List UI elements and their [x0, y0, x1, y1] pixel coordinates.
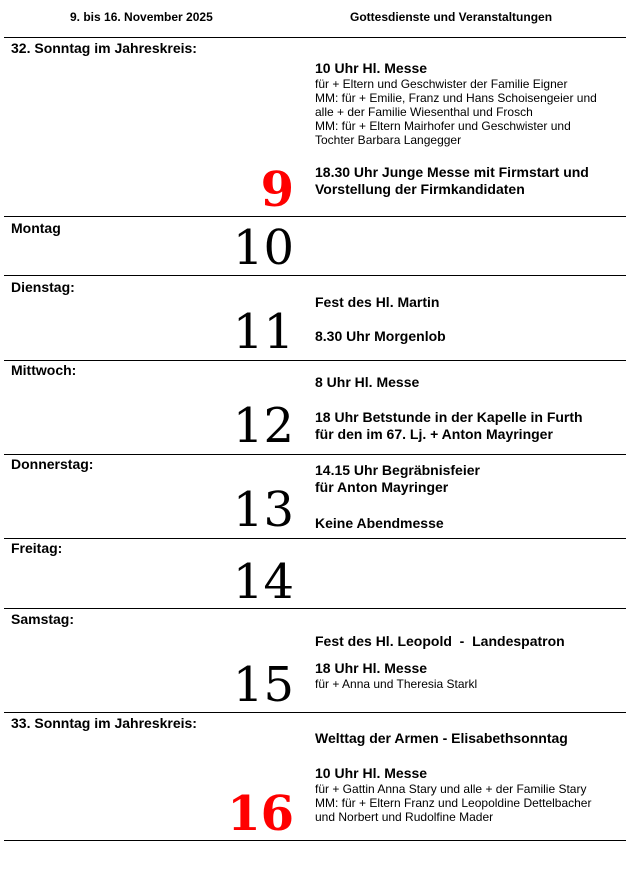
event-detail: MM: für + Eltern Mairhofer und Geschwister und — [315, 119, 571, 133]
event-block — [315, 660, 625, 691]
day-number: 14 — [232, 554, 294, 610]
divider — [4, 275, 626, 276]
day-label: Montag — [11, 220, 61, 236]
event-detail: Tochter Barbara Langegger — [315, 133, 462, 147]
event-block — [315, 328, 625, 345]
divider — [4, 608, 626, 609]
header-column-title: Gottesdienste und Veranstaltungen — [350, 10, 553, 24]
divider — [4, 37, 626, 38]
event-title: für den im 67. Lj. + Anton Mayringer — [315, 426, 553, 442]
day-number: 9 — [260, 162, 294, 218]
event-title: Vorstellung der Firmkandidaten — [315, 181, 525, 197]
event-title: für Anton Mayringer — [315, 479, 449, 495]
day-label: Mittwoch: — [11, 362, 77, 378]
event-block — [315, 765, 625, 824]
event-block — [315, 633, 625, 650]
event-detail: MM: für + Eltern Franz und Leopoldine Dettelbacher — [315, 796, 592, 810]
event-block — [315, 294, 625, 311]
event-block — [315, 462, 625, 496]
event-detail: für + Eltern und Geschwister der Familie Eigner — [315, 77, 568, 91]
day-number: 12 — [232, 398, 294, 454]
event-detail: für + Anna und Theresia Starkl — [315, 677, 478, 691]
day-label: Dienstag: — [11, 279, 75, 295]
event-block — [315, 164, 625, 198]
event-title: 8 Uhr Hl. Messe — [315, 374, 420, 390]
event-block — [315, 515, 625, 532]
day-number: 13 — [232, 482, 294, 538]
event-title: Keine Abendmesse — [315, 515, 444, 531]
divider — [4, 712, 626, 713]
day-number: 16 — [227, 786, 294, 842]
day-number: 11 — [232, 304, 294, 360]
event-title: Welttag der Armen - Elisabethsonntag — [315, 730, 568, 746]
divider — [4, 360, 626, 361]
event-title: Fest des Hl. Martin — [315, 294, 440, 310]
event-block — [315, 374, 625, 391]
header-date-range: 9. bis 16. November 2025 — [70, 10, 213, 24]
event-block — [315, 60, 625, 147]
event-title: 14.15 Uhr Begräbnisfeier — [315, 462, 480, 478]
event-title: 10 Uhr Hl. Messe — [315, 765, 428, 781]
event-detail: für + Gattin Anna Stary und alle + der Familie Stary — [315, 782, 587, 796]
event-title: Fest des Hl. Leopold - Landespatron — [315, 633, 565, 649]
divider — [4, 216, 626, 217]
event-detail: MM: für + Emilie, Franz und Hans Schoisengeier und — [315, 91, 597, 105]
event-title: 8.30 Uhr Morgenlob — [315, 328, 446, 344]
day-label: Samstag: — [11, 611, 75, 627]
day-label: Donnerstag: — [11, 456, 94, 472]
event-block — [315, 730, 625, 747]
event-detail: und Norbert und Rudolfine Mader — [315, 810, 494, 824]
day-label: 33. Sonntag im Jahreskreis: — [11, 715, 197, 731]
day-label: Freitag: — [11, 540, 63, 556]
event-title: 18.30 Uhr Junge Messe mit Firmstart und — [315, 164, 589, 180]
day-number: 10 — [232, 220, 294, 276]
event-title: 18 Uhr Betstunde in der Kapelle in Furth — [315, 409, 583, 425]
event-title: 10 Uhr Hl. Messe — [315, 60, 428, 76]
divider — [4, 840, 626, 841]
event-title: 18 Uhr Hl. Messe — [315, 660, 428, 676]
divider — [4, 538, 626, 539]
event-block — [315, 409, 625, 443]
day-label: 32. Sonntag im Jahreskreis: — [11, 40, 197, 56]
day-number: 15 — [232, 657, 294, 713]
event-detail: alle + der Familie Wiesenthal und Frosch — [315, 105, 533, 119]
divider — [4, 454, 626, 455]
